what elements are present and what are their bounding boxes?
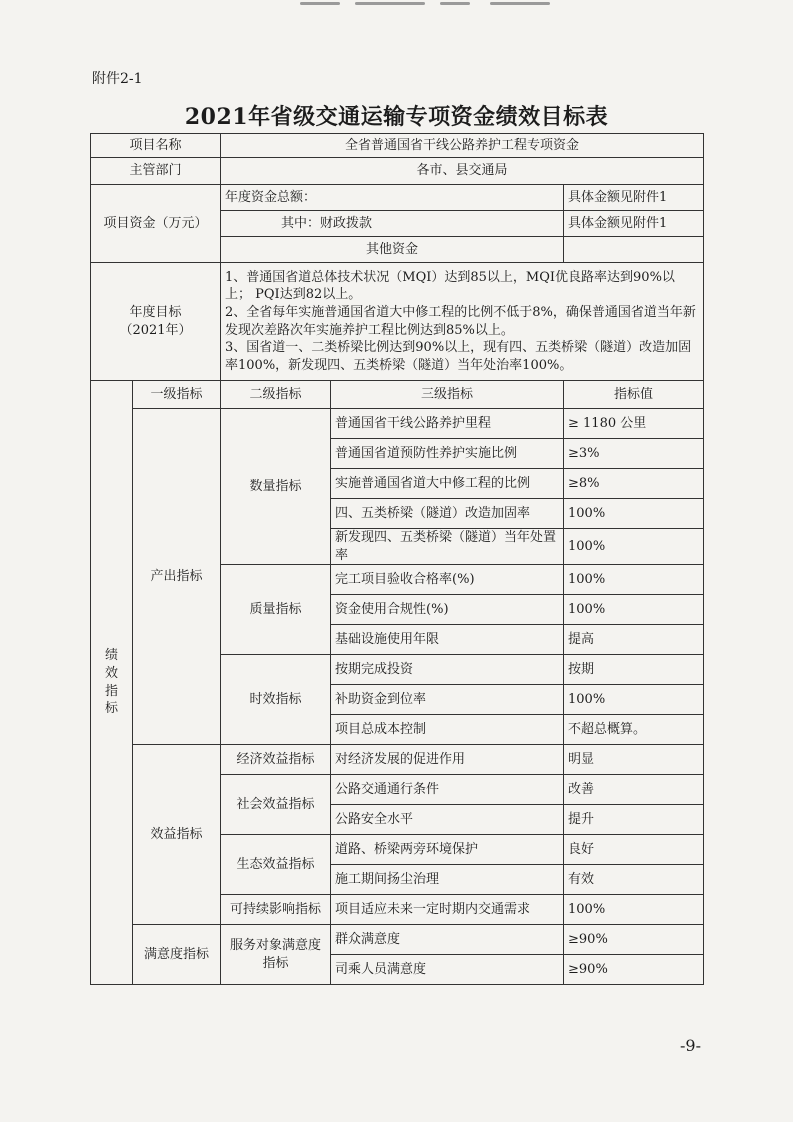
level2-indicator: 时效指标: [221, 655, 331, 745]
indicator-value: ≥90%: [564, 955, 704, 985]
level3-indicator: 资金使用合规性(%): [331, 595, 564, 625]
level3-indicator: 普通国省道预防性养护实施比例: [331, 439, 564, 469]
indicator-value: 100%: [564, 499, 704, 529]
indicator-value: 不超总概算。: [564, 715, 704, 745]
level3-indicator: 普通国省干线公路养护里程: [331, 409, 564, 439]
level2-indicator: 服务对象满意度指标: [221, 925, 331, 985]
goal-item-2: 2、全省每年实施普通国省道大中修工程的比例不低于8%，确保普通国省道当年新发现次差路次年实施养护工程比例达到85%以上。: [225, 304, 696, 338]
indicator-value: 明显: [564, 745, 704, 775]
level3-indicator: 项目适应未来一定时期内交通需求: [331, 895, 564, 925]
level2-indicator: 生态效益指标: [221, 835, 331, 895]
level3-indicator: 补助资金到位率: [331, 685, 564, 715]
attachment-label: 附件2-1: [92, 71, 143, 87]
level3-indicator: 实施普通国省道大中修工程的比例: [331, 469, 564, 499]
funds-other-value: [564, 237, 704, 263]
project-name-label: 项目名称: [91, 134, 221, 158]
indicator-value: 提高: [564, 625, 704, 655]
funds-fiscal-value: 具体金额见附件1: [564, 211, 704, 237]
project-name-value: 全省普通国省干线公路养护工程专项资金: [221, 134, 704, 158]
indicator-value: 按期: [564, 655, 704, 685]
level3-indicator: 公路安全水平: [331, 805, 564, 835]
dept-label: 主管部门: [91, 158, 221, 185]
level1-indicator: 效益指标: [133, 745, 221, 925]
funds-other-label: 其他资金: [221, 237, 564, 263]
level2-indicator: 社会效益指标: [221, 775, 331, 835]
indicators-section-label: 绩效指标: [91, 381, 133, 985]
level3-indicator: 施工期间扬尘治理: [331, 865, 564, 895]
level1-indicator: 产出指标: [133, 409, 221, 745]
funds-total-value: 具体金额见附件1: [564, 185, 704, 211]
table-row: [91, 409, 704, 439]
goals-label-line1: 年度目标: [129, 304, 182, 320]
page-number: -9-: [680, 1036, 701, 1055]
funds-total-label: 年度资金总额：: [221, 185, 564, 211]
funds-fiscal-label: 其中：财政拨款: [221, 211, 564, 237]
level3-indicator: 四、五类桥梁（隧道）改造加固率: [331, 499, 564, 529]
indicator-value: 100%: [564, 895, 704, 925]
indicator-value: ≥90%: [564, 925, 704, 955]
indicator-value: ≥3%: [564, 439, 704, 469]
header-value: 指标值: [564, 381, 704, 409]
goals-label-line2: （2021年）: [119, 322, 192, 338]
level3-indicator: 新发现四、五类桥梁（隧道）当年处置率: [331, 529, 564, 565]
level3-indicator: 项目总成本控制: [331, 715, 564, 745]
indicator-value: ≥ 1180 公里: [564, 409, 704, 439]
indicator-value: 改善: [564, 775, 704, 805]
level3-indicator: 公路交通通行条件: [331, 775, 564, 805]
table-row: [91, 745, 704, 775]
table-row: [91, 925, 704, 955]
level2-indicator: 可持续影响指标: [221, 895, 331, 925]
dept-value: 各市、县交通局: [221, 158, 704, 185]
indicator-value: 100%: [564, 685, 704, 715]
goals-label: [91, 263, 221, 381]
page-title: 2021年省级交通运输专项资金绩效目标表: [184, 104, 609, 130]
level2-indicator: 数量指标: [221, 409, 331, 565]
level3-indicator: 基础设施使用年限: [331, 625, 564, 655]
header-level2: 二级指标: [221, 381, 331, 409]
level3-indicator: 道路、桥梁两旁环境保护: [331, 835, 564, 865]
header-level3: 三级指标: [331, 381, 564, 409]
indicator-value: 100%: [564, 595, 704, 625]
indicator-value: 提升: [564, 805, 704, 835]
goal-item-1: 1、普通国省道总体技术状况（MQI）达到85以上，MQI优良路率达到90%以上； PQI达到82以上。: [225, 269, 675, 303]
indicator-value: 100%: [564, 565, 704, 595]
level3-indicator: 按期完成投资: [331, 655, 564, 685]
level2-indicator: 质量指标: [221, 565, 331, 655]
level2-indicator: 经济效益指标: [221, 745, 331, 775]
indicator-value: ≥8%: [564, 469, 704, 499]
level3-indicator: 对经济发展的促进作用: [331, 745, 564, 775]
indicator-value: 有效: [564, 865, 704, 895]
indicator-value: 良好: [564, 835, 704, 865]
funds-label: 项目资金（万元）: [91, 185, 221, 263]
indicator-value: 100%: [564, 529, 704, 565]
level1-indicator: 满意度指标: [133, 925, 221, 985]
scan-top-mark: [300, 0, 560, 8]
header-level1: 一级指标: [133, 381, 221, 409]
level3-indicator: 群众满意度: [331, 925, 564, 955]
performance-table: [90, 133, 704, 985]
level3-indicator: 完工项目验收合格率(%): [331, 565, 564, 595]
goals-text: [221, 263, 704, 381]
level3-indicator: 司乘人员满意度: [331, 955, 564, 985]
goal-item-3: 3、国省道一、二类桥梁比例达到90%以上，现有四、五类桥梁（隧道）改造加固率100%，新发现四、五类桥梁（隧道）当年处治率100%。: [225, 340, 692, 373]
